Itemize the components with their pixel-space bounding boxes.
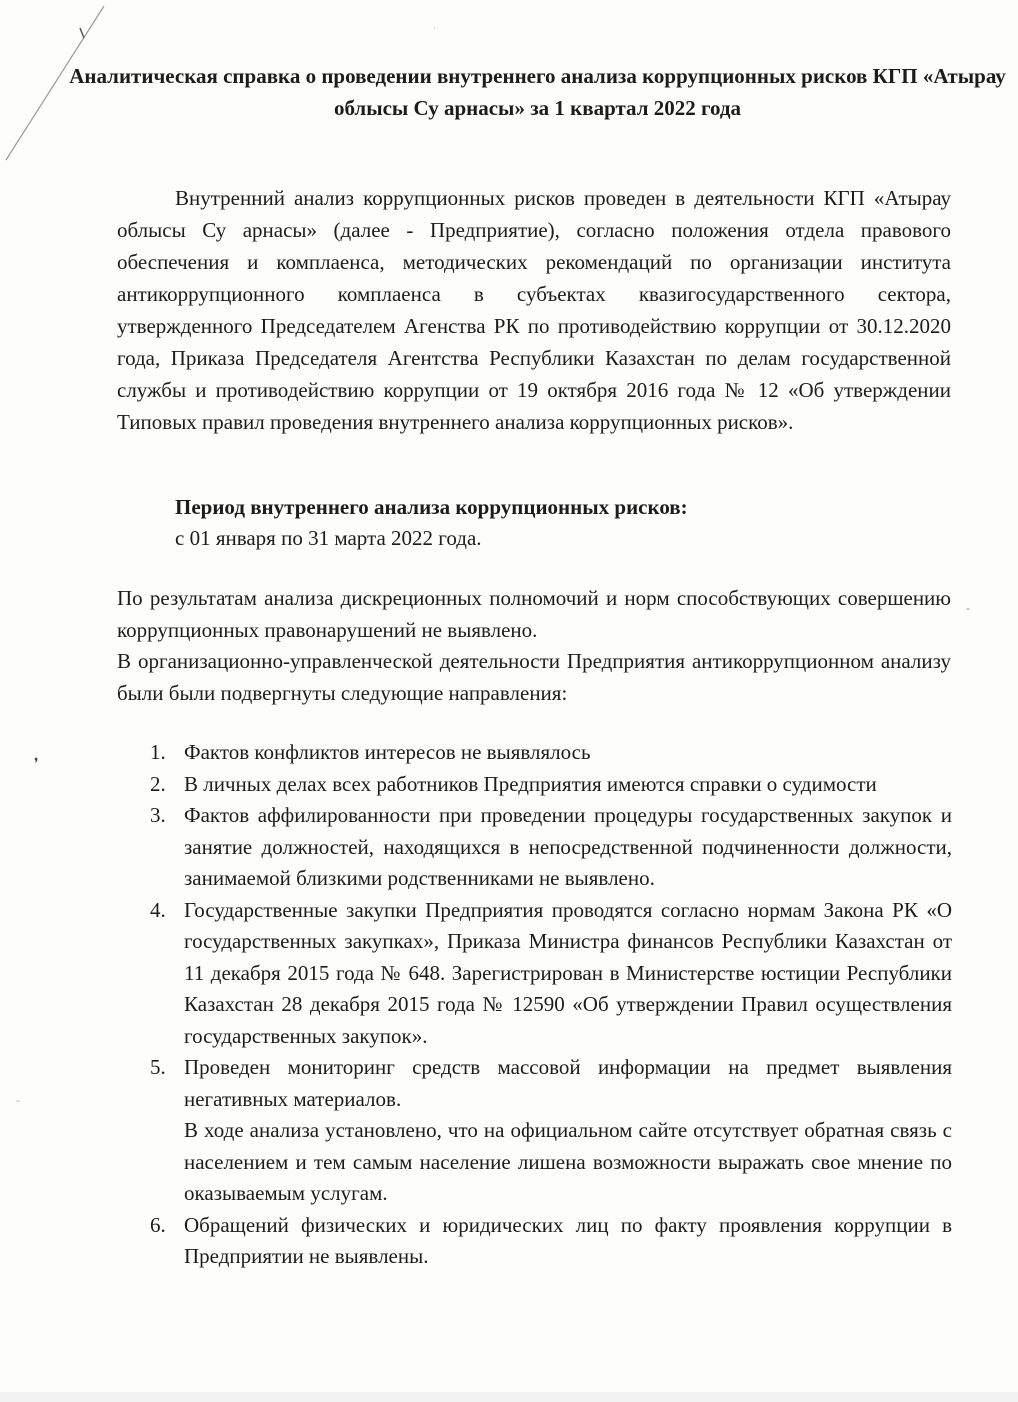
list-item-number: 1.: [150, 740, 166, 764]
findings-list: [150, 737, 952, 1273]
list-item-number: 6.: [150, 1212, 166, 1237]
list-item: [150, 895, 952, 1053]
list-item-text: Фактов аффилированности при проведении процедуры государственных закупок и занятие должностей, находящихся в непосредственной подчиненности должности, занимаемой близкими родственниками не выявлено.: [184, 803, 952, 890]
list-item-number: 5.: [150, 1055, 166, 1079]
list-item-number: 3.: [150, 803, 166, 827]
list-item: [150, 1052, 952, 1210]
directions-intro-paragraph: В организационно-управленческой деятельности Предприятия антикоррупционном анализу были были подвергнуты следующие направления:: [117, 649, 951, 705]
period-heading: Период внутреннего анализа коррупционных рисков:: [175, 495, 688, 519]
list-item-text: В личных делах всех работников Предприятия имеются справки о судимости: [184, 771, 877, 796]
list-item-text: Государственные закупки Предприятия проводятся согласно нормам Закона РК «О государственных закупках», Приказа Министра финансов Республики Казахстан от 11 декабря 2015 года № 648. Зарегистрирован в Министерстве юстиции Республики Казахстан 28 декабря 2015 года № 12590 «Об утверждении Правил осуществления государственных закупок».: [184, 897, 952, 1048]
list-item-subtext: В ходе анализа установлено, что на официальном сайте отсутствует обратная связь с населением и тем самым население лишена возможности выражать свое мнение по оказываемым услугам.: [184, 1118, 952, 1205]
scan-speck: ❜: [34, 757, 39, 772]
scan-speck: -: [16, 1093, 20, 1107]
document-title: Аналитическая справка о проведении внутреннего анализа коррупционных рисков КГП «Атырау облысы Су арнасы» за 1 квартал 2022 года: [69, 64, 1006, 120]
list-item-text: Проведен мониторинг средств массовой информации на предмет выявления негативных материалов.: [184, 1055, 952, 1111]
list-item-text: Фактов конфликтов интересов не выявлялось: [184, 740, 591, 764]
list-item-text: Обращений физических и юридических лиц по факту проявления коррупции в Предприятии не выявлены.: [184, 1212, 952, 1268]
list-item-number: 2.: [150, 771, 166, 796]
list-item: [150, 800, 952, 895]
list-item: [150, 1210, 952, 1273]
list-item: [150, 737, 952, 769]
list-item-number: 4.: [150, 897, 166, 922]
list-item: [150, 769, 952, 801]
results-paragraph: По результатам анализа дискреционных полномочий и норм способствующих совершению коррупционных правонарушений не выявлено.: [117, 586, 951, 642]
intro-paragraph: Внутренний анализ коррупционных рисков проведен в деятельности КГП «Атырау облысы Су арнасы» (далее - Предприятие), согласно положения отдела правового обеспечения и комплаенса, методических рекомендаций по организации института антикоррупционного комплаенса в субъектах квазигосударственного сектора, утвержденного Председателем Агенства РК по противодействию коррупции от 30.12.2020 года, Приказа Председателя Агентства Республики Казахстан по делам государственной службы и противодействию коррупции от 19 октября 2016 года № 12 «Об утверждении Типовых правил проведения внутреннего анализа коррупционных рисков».: [117, 186, 951, 434]
period-dates: с 01 января по 31 марта 2022 года.: [175, 526, 482, 550]
scan-bottom-edge: [0, 1392, 1018, 1402]
scan-speck: ·: [433, 24, 437, 35]
scan-speck: -: [966, 601, 970, 615]
